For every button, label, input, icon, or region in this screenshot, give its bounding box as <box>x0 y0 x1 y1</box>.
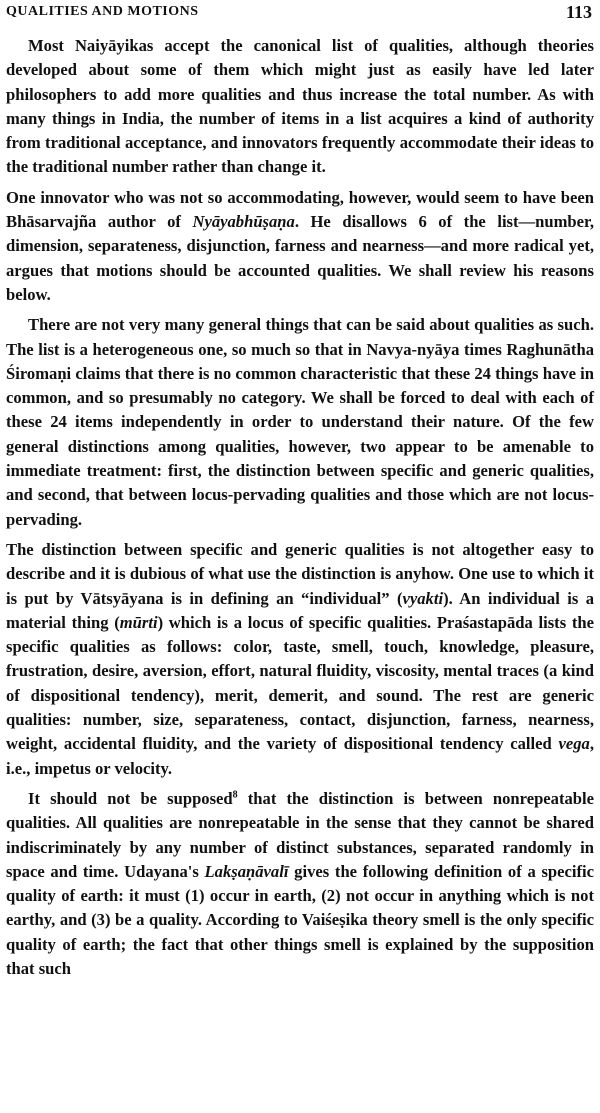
paragraph-5-text-c: gives the following definition of a specific quality of earth: it must (1) occur in earth, (2) not occur in anything which is not earthy, and (3) be a quality. According to Vaiśeṣika theory smell is the only specific quality of earth; the fact that other things smell is explained by the supposition that such <box>6 861 594 978</box>
paragraph-1-text: Most Naiyāyikas accept the canonical list of qualities, although theories developed about some of them which might just as easily have led later philosophers to add more qualities and thus increase the total number. As with many things in India, the number of items in a list acquires a kind of authority from traditional acceptance, and innovators frequently accommodate their ideas to the traditional number rather than change it. <box>6 36 594 177</box>
page-number: 113 <box>565 2 592 22</box>
paragraph-4 <box>6 538 594 781</box>
term-murti: mūrti <box>119 612 158 632</box>
paragraph-3-text: There are not very many general things that can be said about qualities as such. The list is a heterogeneous one, so much so that in Navya-nyāya times Raghunātha Śiromaṇi claims that there is no common characteristic that these 24 things have in common, and so presumably no category. We shall be forced to deal with each of these 24 items independently in order to understand their nature. Of the few general distinctions among qualities, however, two appear to be amenable to immediate treatment: first, the distinction between specific and generic qualities, and second, that between locus-pervading qualities and those which are not locus-pervading. <box>6 315 594 529</box>
term-vega: vega <box>558 734 590 754</box>
paragraph-5-text-a: It should not be supposed <box>28 788 233 808</box>
body-text <box>6 34 594 987</box>
paragraph-4-text-d: , i.e., impetus or velocity. <box>6 734 594 778</box>
paragraph-3 <box>6 313 594 532</box>
paragraph-2 <box>6 186 594 307</box>
paragraph-5-text-b: that the distinction is between nonrepeatable qualities. All qualities are nonrepeatable in the sense that they cannot be shared indiscriminately by any number of distinct substances, separated randomly in space and time. Udayana's <box>6 788 594 881</box>
paragraph-2-text-a: One innovator who was not so accommodating, however, would seem to have been Bhāsarvajña author of <box>6 187 594 232</box>
paragraph-4-text-b: ). An individual is a material thing ( <box>6 588 594 632</box>
paragraph-5 <box>6 787 594 981</box>
running-title: QUALITIES AND MOTIONS <box>6 4 199 19</box>
running-head <box>6 2 592 26</box>
paragraph-4-text-a: The distinction between specific and generic qualities is not altogether easy to describe and it is dubious of what use the distinction is anyhow. One use to which it is put by Vātsyāyana is in defining an “individual” ( <box>6 539 594 608</box>
book-title-laksanavali: Lakṣaṇāvalī <box>204 861 289 881</box>
paragraph-1 <box>6 34 594 180</box>
term-vyakti: vyakti <box>402 588 444 608</box>
footnote-marker[interactable]: 8 <box>232 789 238 801</box>
paragraph-2-text-b: . He disallows 6 of the list—number, dimension, separateness, disjunction, farness and nearness—and more radical yet, argues that motions should be accounted qualities. We shall review his reasons below. <box>6 212 594 304</box>
book-title-nyayabhusana: Nyāyabhūṣaṇa <box>192 212 295 232</box>
paragraph-4-text-c: ) which is a locus of specific qualities. Praśastapāda lists the specific qualities as follows: color, taste, smell, touch, knowledge, pleasure, frustration, desire, aversion, effort, natural fluidity, viscosity, mental traces (a kind of dispositional tendency), merit, demerit, and sound. The rest are generic qualities: number, size, separateness, contact, disjunction, farness, nearness, weight, accidental fluidity, and the variety of dispositional tendency called <box>6 612 594 754</box>
